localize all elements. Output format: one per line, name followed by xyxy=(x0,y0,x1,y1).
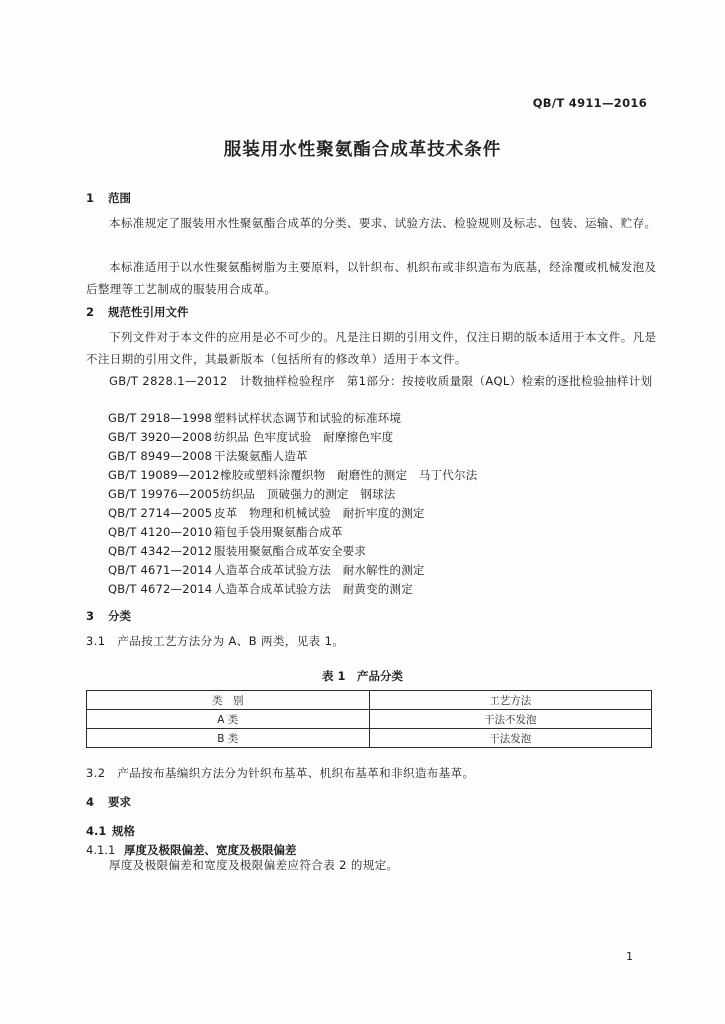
reference-code: QB/T 4671—2014 xyxy=(108,563,213,577)
reference-item xyxy=(108,524,343,540)
reference-title: 人造革合成革试验方法 耐水解性的测定 xyxy=(214,563,425,577)
table-header-row xyxy=(87,691,652,710)
reference-title: 服装用聚氨酯合成革安全要求 xyxy=(214,544,367,558)
clause-number: 4.1 xyxy=(86,824,107,838)
reference-title: 干法聚氨酯人造革 xyxy=(214,449,308,463)
reference-code: QB/T 2714—2005 xyxy=(108,506,213,520)
reference-gbt-2828: GB/T 2828.1—2012 计数抽样检验程序 第1部分：按接收质量限（AQL）检索的逐批检验抽样计划 xyxy=(109,374,653,388)
clause-number: 4.1.1 xyxy=(86,843,116,857)
section-3-heading xyxy=(86,608,131,624)
reference-title: 橡胶或塑料涂覆织物 耐磨性的测定 马丁代尔法 xyxy=(220,468,478,482)
section-2-heading xyxy=(86,304,189,320)
reference-item xyxy=(108,448,308,464)
reference-item xyxy=(108,562,425,578)
reference-code: GB/T 2918—1998 xyxy=(108,411,213,425)
clause-title: 厚度及极限偏差、宽度及极限偏差 xyxy=(124,843,297,857)
reference-title: 箱包手袋用聚氨酯合成革 xyxy=(214,525,343,539)
references-intro: 下列文件对于本文件的应用是必不可少的。凡是注日期的引用文件，仅注日期的版本适用于本文件。凡是不注日期的引用文件，其最新版本（包括所有的修改单）适用于本文件。 xyxy=(86,330,657,366)
page-number: 1 xyxy=(626,950,633,963)
scope-paragraph-1: 本标准规定了服装用水性聚氨酯合成革的分类、要求、试验方法、检验规则及标志、包装、运输、贮存。 xyxy=(109,216,657,230)
clause-title: 规格 xyxy=(112,824,135,838)
reference-title: 纺织品 色牢度试验 耐摩擦色牢度 xyxy=(214,430,394,444)
reference-code: QB/T 4672—2014 xyxy=(108,582,213,596)
product-classification-table xyxy=(86,690,652,748)
table-row xyxy=(87,710,652,729)
reference-code: GB/T 19976—2005 xyxy=(108,487,220,501)
table-header-cell: 类 别 xyxy=(87,691,370,710)
reference-item xyxy=(108,543,366,559)
section-number: 3 xyxy=(86,609,95,623)
standard-number: QB/T 4911—2016 xyxy=(532,96,647,110)
section-number: 2 xyxy=(86,305,95,319)
reference-code: QB/T 4342—2012 xyxy=(108,544,213,558)
table-header-cell: 工艺方法 xyxy=(369,691,652,710)
reference-item xyxy=(108,505,425,521)
table-1-caption: 表 1 产品分类 xyxy=(321,669,403,683)
document-title: 服装用水性聚氨酯合成革技术条件 xyxy=(223,140,502,160)
section-1-heading xyxy=(86,190,131,206)
section-4-heading xyxy=(86,794,131,810)
section-number: 1 xyxy=(86,191,95,205)
section-title: 分类 xyxy=(108,609,131,623)
reference-code: GB/T 19089—2012 xyxy=(108,468,220,482)
clause-4-1-1-text: 厚度及极限偏差和宽度及极限偏差应符合表 2 的规定。 xyxy=(109,858,399,872)
table-cell: B 类 xyxy=(87,729,370,748)
clause-3-1: 3.1 产品按工艺方法分为 A、B 两类，见表 1。 xyxy=(86,634,345,648)
table-cell: 干法不发泡 xyxy=(369,710,652,729)
reference-title: 纺织品 顶破强力的测定 钢球法 xyxy=(220,487,396,501)
clause-4-1-heading xyxy=(86,823,135,839)
table-row xyxy=(87,729,652,748)
table-cell: A 类 xyxy=(87,710,370,729)
reference-title: 人造革合成革试验方法 耐黄变的测定 xyxy=(214,582,413,596)
reference-title: 皮革 物理和机械试验 耐折牢度的测定 xyxy=(214,506,425,520)
reference-item xyxy=(108,581,413,597)
reference-item xyxy=(108,410,401,426)
reference-item xyxy=(108,429,393,445)
reference-code: QB/T 4120—2010 xyxy=(108,525,213,539)
reference-title: 塑料试样状态调节和试验的标准环境 xyxy=(214,411,402,425)
section-title: 范围 xyxy=(108,191,131,205)
reference-item xyxy=(108,486,396,502)
clause-3-2: 3.2 产品按布基编织方法分为针织布基革、机织布基革和非织造布基革。 xyxy=(86,766,475,780)
scope-paragraph-2: 本标准适用于以水性聚氨酯树脂为主要原料，以针织布、机织布或非织造布为底基，经涂覆或机械发泡及后整理等工艺制成的服装用合成革。 xyxy=(86,260,657,296)
section-number: 4 xyxy=(86,795,95,809)
section-title: 要求 xyxy=(108,795,131,809)
reference-item xyxy=(108,467,477,483)
reference-code: GB/T 3920—2008 xyxy=(108,430,213,444)
table-cell: 干法发泡 xyxy=(369,729,652,748)
reference-code: GB/T 8949—2008 xyxy=(108,449,213,463)
section-title: 规范性引用文件 xyxy=(108,305,189,319)
